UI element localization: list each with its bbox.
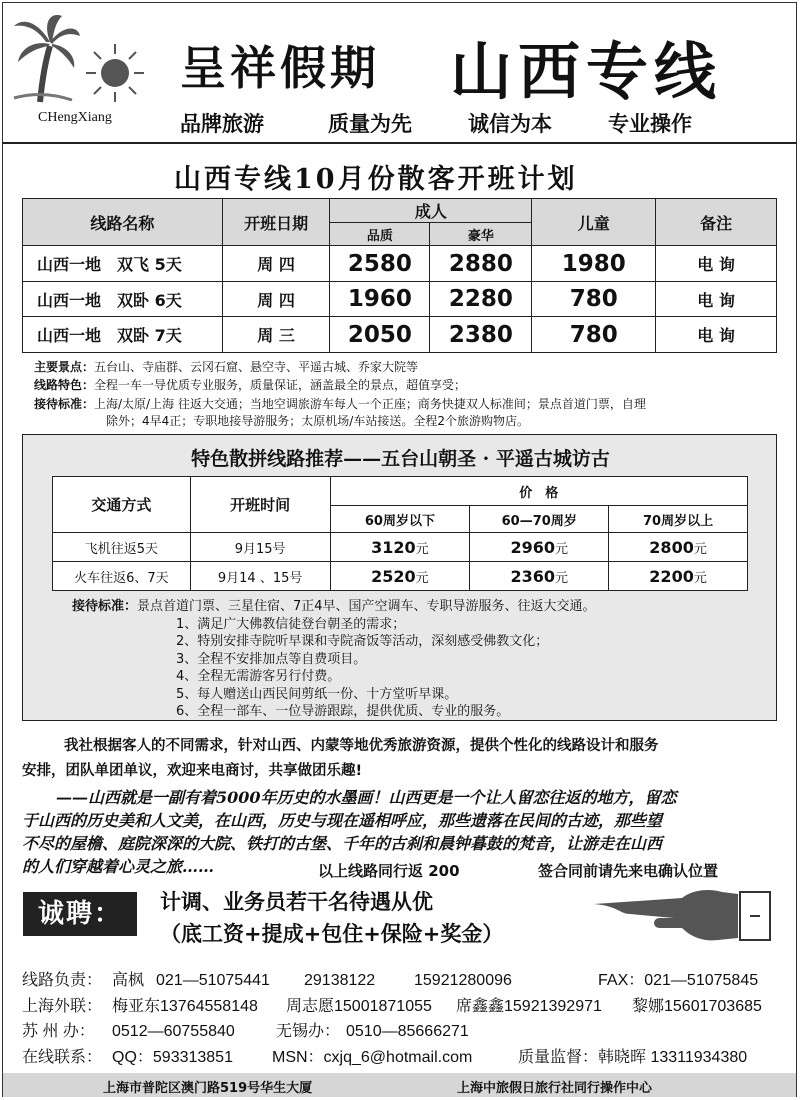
contact-label: 无锡办： xyxy=(276,1023,341,1040)
terms-item: 6、全程一部车、一位导游跟踪，提供优质、专业的服务。 xyxy=(176,704,510,719)
contact-label: 在线联系： xyxy=(22,1048,103,1066)
slogan-3: 诚信为本 xyxy=(468,112,552,136)
contact-phone: 29138122 xyxy=(304,972,376,989)
pointing-hand-icon xyxy=(590,884,775,946)
recruit-line-2: （底工资+提成+包住+保险+奖金） xyxy=(160,922,504,946)
contact-person: 席鑫鑫15921392971 xyxy=(456,997,602,1015)
col-remark: 备注 xyxy=(656,199,777,246)
price-value: 3120 xyxy=(371,537,416,557)
slogan-2: 质量为先 xyxy=(328,112,412,136)
price-value: 2800 xyxy=(649,537,694,557)
plan-title: 山西专线10月份散客开班计划 xyxy=(174,164,578,195)
logo-text: CHengXiang xyxy=(38,110,112,125)
featured-title: 特色散拼线路推荐——五台山朝圣 · 平遥古城访古 xyxy=(191,448,610,470)
footer xyxy=(3,1073,796,1097)
standard-label: 接待标准： xyxy=(34,397,95,411)
spots-line xyxy=(34,359,418,376)
price-value: 2360 xyxy=(510,566,555,586)
price-value: 2200 xyxy=(649,566,694,586)
transport-cell: 火车往返6、7天 xyxy=(53,562,191,591)
contact-row xyxy=(22,968,782,994)
recruit-tag: 诚聘： xyxy=(23,892,137,936)
terms-item: 4、全程无需游客另行付费。 xyxy=(176,669,341,684)
remark-cell: 电 询 xyxy=(656,246,777,282)
features-text: 全程一车一导优质专业服务，质量保证，涵盖最全的景点，超值享受； xyxy=(94,378,467,392)
price-value: 2520 xyxy=(371,566,416,586)
contact-msn: MSN：cxjq_6@hotmail.com xyxy=(272,1048,473,1066)
features-label: 线路特色： xyxy=(34,378,95,392)
col-age-1: 60周岁以下 xyxy=(330,506,470,533)
table-header-row xyxy=(53,477,748,506)
contact-label: 线路负责： xyxy=(22,972,103,989)
terms-label: 接待标准： xyxy=(72,599,138,614)
date-cell: 周 四 xyxy=(222,282,330,317)
currency: 元 xyxy=(693,570,707,586)
contact-row xyxy=(22,1045,782,1071)
contact-label: 上海外联： xyxy=(22,997,103,1015)
contact-row xyxy=(22,1019,782,1045)
contact-fax: FAX：021—51075845 xyxy=(598,972,759,989)
contact-name: 高枫 xyxy=(112,972,145,989)
col-time: 开班时间 xyxy=(190,477,330,533)
col-transport: 交通方式 xyxy=(53,477,191,533)
contact-person: 黎娜15601703685 xyxy=(632,997,762,1015)
route-cell: 山西一地 双卧 7天 xyxy=(23,317,223,353)
featured-table xyxy=(52,476,748,591)
table-row xyxy=(53,533,748,562)
transport-cell: 飞机往返5天 xyxy=(53,533,191,562)
contact-label: 苏 州 办： xyxy=(22,1023,95,1040)
standard-text: 上海/太原/上海 往返大交通；当地空调旅游车每人一个正座；商务快捷双人标准间；景点首道门票，自理 xyxy=(94,397,646,411)
line-name: 山西专线 xyxy=(450,35,723,108)
contact-phone: 021—51075441 xyxy=(156,972,270,989)
col-child: 儿童 xyxy=(532,199,656,246)
table-row xyxy=(23,317,777,353)
col-route: 线路名称 xyxy=(23,199,223,246)
luxury-price: 2380 xyxy=(430,317,532,353)
currency: 元 xyxy=(554,541,568,557)
contact-person: 周志愿15001871055 xyxy=(286,997,432,1015)
table-row xyxy=(53,562,748,591)
slogan-4: 专业操作 xyxy=(608,112,692,136)
header xyxy=(2,2,797,144)
col-adult: 成人 xyxy=(330,199,532,223)
spots-label: 主要景点： xyxy=(34,360,95,374)
terms-first: 景点首道门票、三星住宿、7正4早、国产空调车、专职导游服务、往返大交通。 xyxy=(137,599,596,614)
confirm-note: 签合同前请先来电确认位置 xyxy=(538,862,719,880)
quality-price: 2050 xyxy=(330,317,430,353)
price-cell xyxy=(609,562,748,591)
slogan-1: 品牌旅游 xyxy=(180,112,264,136)
table-row xyxy=(23,282,777,317)
luxury-price: 2880 xyxy=(430,246,532,282)
remark-cell: 电 询 xyxy=(656,282,777,317)
footer-address: 上海市普陀区澳门路519号华生大厦 xyxy=(103,1081,313,1096)
contact-phone: 0510—85666271 xyxy=(346,1023,469,1040)
quality-price: 1960 xyxy=(330,282,430,317)
poem-line-4: 的人们穿越着心灵之旅…… xyxy=(22,857,215,876)
price-cell xyxy=(470,562,609,591)
child-price: 1980 xyxy=(532,246,656,282)
currency: 元 xyxy=(415,541,429,557)
time-cell: 9月15号 xyxy=(190,533,330,562)
time-cell: 9月14 、15号 xyxy=(190,562,330,591)
contact-phone: 15921280096 xyxy=(414,972,512,989)
brand-name: 呈祥假期 xyxy=(180,41,380,95)
table-header-row xyxy=(23,199,777,223)
intro-line-1: 我社根据客人的不同需求，针对山西、内蒙等地优秀旅游资源，提供个性化的线路设计和服务 xyxy=(64,738,659,754)
col-adult-luxury: 豪华 xyxy=(430,223,532,246)
terms-item: 5、每人赠送山西民间剪纸一份、十方堂听早课。 xyxy=(176,686,458,702)
rebate-note: 以上线路同行返 200 xyxy=(318,862,460,880)
date-cell: 周 三 xyxy=(222,317,330,353)
poem-line-3: 不尽的屋檐、庭院深深的大院、铁打的古堡、千年的古刹和晨钟暮鼓的梵音，让游走在山西 xyxy=(22,834,663,853)
remark-cell: 电 询 xyxy=(656,317,777,353)
price-cell xyxy=(470,533,609,562)
quality-price: 2580 xyxy=(330,246,430,282)
terms-item: 1、满足广大佛教信徒登台朝圣的需求； xyxy=(176,616,406,632)
route-cell: 山西一地 双飞 5天 xyxy=(23,246,223,282)
child-price: 780 xyxy=(532,317,656,353)
col-date: 开班日期 xyxy=(222,199,330,246)
route-cell: 山西一地 双卧 6天 xyxy=(23,282,223,317)
date-cell: 周 四 xyxy=(222,246,330,282)
price-cell xyxy=(330,533,470,562)
col-age-3: 70周岁以上 xyxy=(609,506,748,533)
spots-text: 五台山、寺庙群、云冈石窟、悬空寺、平遥古城、乔家大院等 xyxy=(94,360,419,374)
poem-line-1: ——山西就是一副有着5000年历史的水墨画！山西更是一个让人留恋往返的地方，留恋 xyxy=(56,788,677,807)
sun-icon xyxy=(84,42,146,104)
contact-row xyxy=(22,994,782,1020)
table-row xyxy=(23,246,777,282)
currency: 元 xyxy=(693,541,707,557)
child-price: 780 xyxy=(532,282,656,317)
currency: 元 xyxy=(554,570,568,586)
contact-person: 梅亚东13764558148 xyxy=(112,997,258,1015)
currency: 元 xyxy=(415,570,429,586)
luxury-price: 2280 xyxy=(430,282,532,317)
col-price: 价 格 xyxy=(330,477,747,506)
recruit-line-1: 计调、业务员若干名待遇从优 xyxy=(160,890,433,914)
col-adult-quality: 品质 xyxy=(330,223,430,246)
featured-terms xyxy=(72,598,596,721)
contact-phone: 0512—60755840 xyxy=(112,1023,235,1040)
contact-qq: QQ：593313851 xyxy=(112,1048,233,1066)
terms-item: 2、特别安排寺院听早课和寺院斋饭等活动，深刻感受佛教文化； xyxy=(176,634,549,649)
col-age-2: 60—70周岁 xyxy=(470,506,609,533)
price-value: 2960 xyxy=(510,537,555,557)
contacts xyxy=(22,968,782,1070)
poem-line-2: 于山西的历史美和人文美，在山西，历史与现在遥相呼应，那些遗落在民间的古迹，那些望 xyxy=(22,811,663,830)
terms-item: 3、全程不安排加点等自费项目。 xyxy=(176,651,367,667)
intro-line-2: 安排，团队单团单议，欢迎来电商讨，共享做团乐趣! xyxy=(22,763,363,779)
standard-line-2: 除外；4早4正；专职地接导游服务；太原机场/车站接送。全程2个旅游购物店。 xyxy=(106,414,529,428)
price-cell xyxy=(609,533,748,562)
features-line xyxy=(34,377,466,394)
intro-paragraph xyxy=(22,734,782,784)
footer-center: 上海中旅假日旅行社同行操作中心 xyxy=(457,1081,653,1096)
schedule-table xyxy=(22,198,777,353)
standard-line xyxy=(34,396,646,413)
terms-first-line xyxy=(72,598,596,616)
quality-supervisor: 质量监督：韩晓晖 13311934380 xyxy=(518,1048,748,1066)
palm-tree-icon xyxy=(12,12,82,107)
price-cell xyxy=(330,562,470,591)
